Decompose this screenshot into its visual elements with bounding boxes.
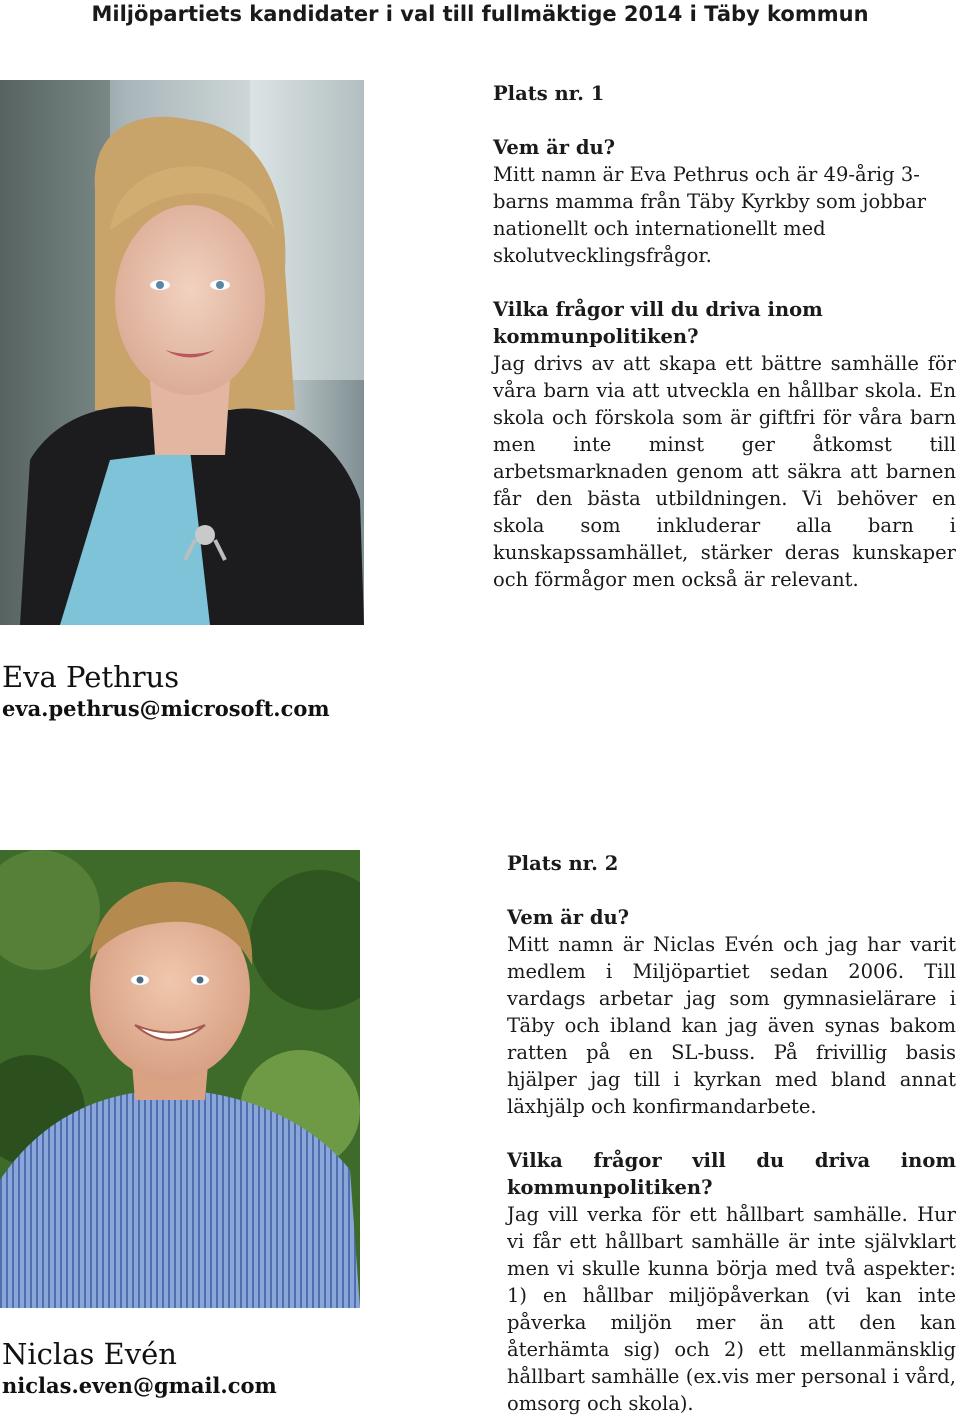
candidate-email: niclas.even@gmail.com [2, 1373, 277, 1398]
placement-number: Plats nr. 1 [493, 82, 605, 105]
candidate-name: Niclas Evén [2, 1337, 177, 1371]
question-policy-issues: Vilka frågor vill du driva inom kommunpolitiken? [507, 1149, 956, 1199]
candidate-name: Eva Pethrus [2, 660, 180, 694]
answer-policy-issues: Jag vill verka för ett hållbart samhälle. Hur vi får ett hållbart samhälle är inte självklart men vi skulle kunna börja med två aspekter: 1) en hållbar miljöpåverkan (vi kan inte påverka miljön mer än att den kan återhämta sig) och 2) ett mellanmänsklig hållbart samhälle (ex.vis mer personal i vård, omsorg och skola). [507, 1203, 956, 1415]
answer-who-are-you: Mitt namn är Eva Pethrus och är 49-årig 3-barns mamma från Täby Kyrkby som jobbar nationellt och internationellt med skolutvecklingsfrågor. [493, 163, 927, 267]
candidate-email: eva.pethrus@microsoft.com [2, 696, 330, 721]
answer-who-are-you: Mitt namn är Niclas Evén och jag har varit medlem i Miljöpartiet sedan 2006. Till vardags arbetar jag som gymnasielärare i Täby och ibland kan jag även synas bakom ratten på en SL-buss. På frivillig basis hjälper jag till i kyrkan med bland annat läxhjälp och konfirmandarbete. [507, 933, 956, 1118]
question-who-are-you: Vem är du? [507, 906, 630, 929]
placement-number: Plats nr. 2 [507, 852, 619, 875]
question-policy-issues: Vilka frågor vill du driva inom kommunpolitiken? [493, 298, 823, 348]
candidate-photo-eva [0, 80, 364, 625]
answer-policy-issues: Jag drivs av att skapa ett bättre samhälle för våra barn via att utveckla en hållbar skola. En skola och förskola som är giftfri för våra barn men inte minst ger åtkomst till arbetsmarknaden genom att säkra att barnen får den bästa utbildningen. Vi behöver en skola som inkluderar alla barn i kunskapssamhället, stärker deras kunskaper och förmågor men också är relevant. [493, 352, 956, 591]
page-title: Miljöpartiets kandidater i val till fullmäktige 2014 i Täby kommun [91, 2, 869, 26]
question-who-are-you: Vem är du? [493, 136, 616, 159]
candidate-photo-niclas [0, 850, 360, 1308]
candidate-1-text [493, 80, 956, 593]
candidate-2-text [507, 850, 956, 1417]
